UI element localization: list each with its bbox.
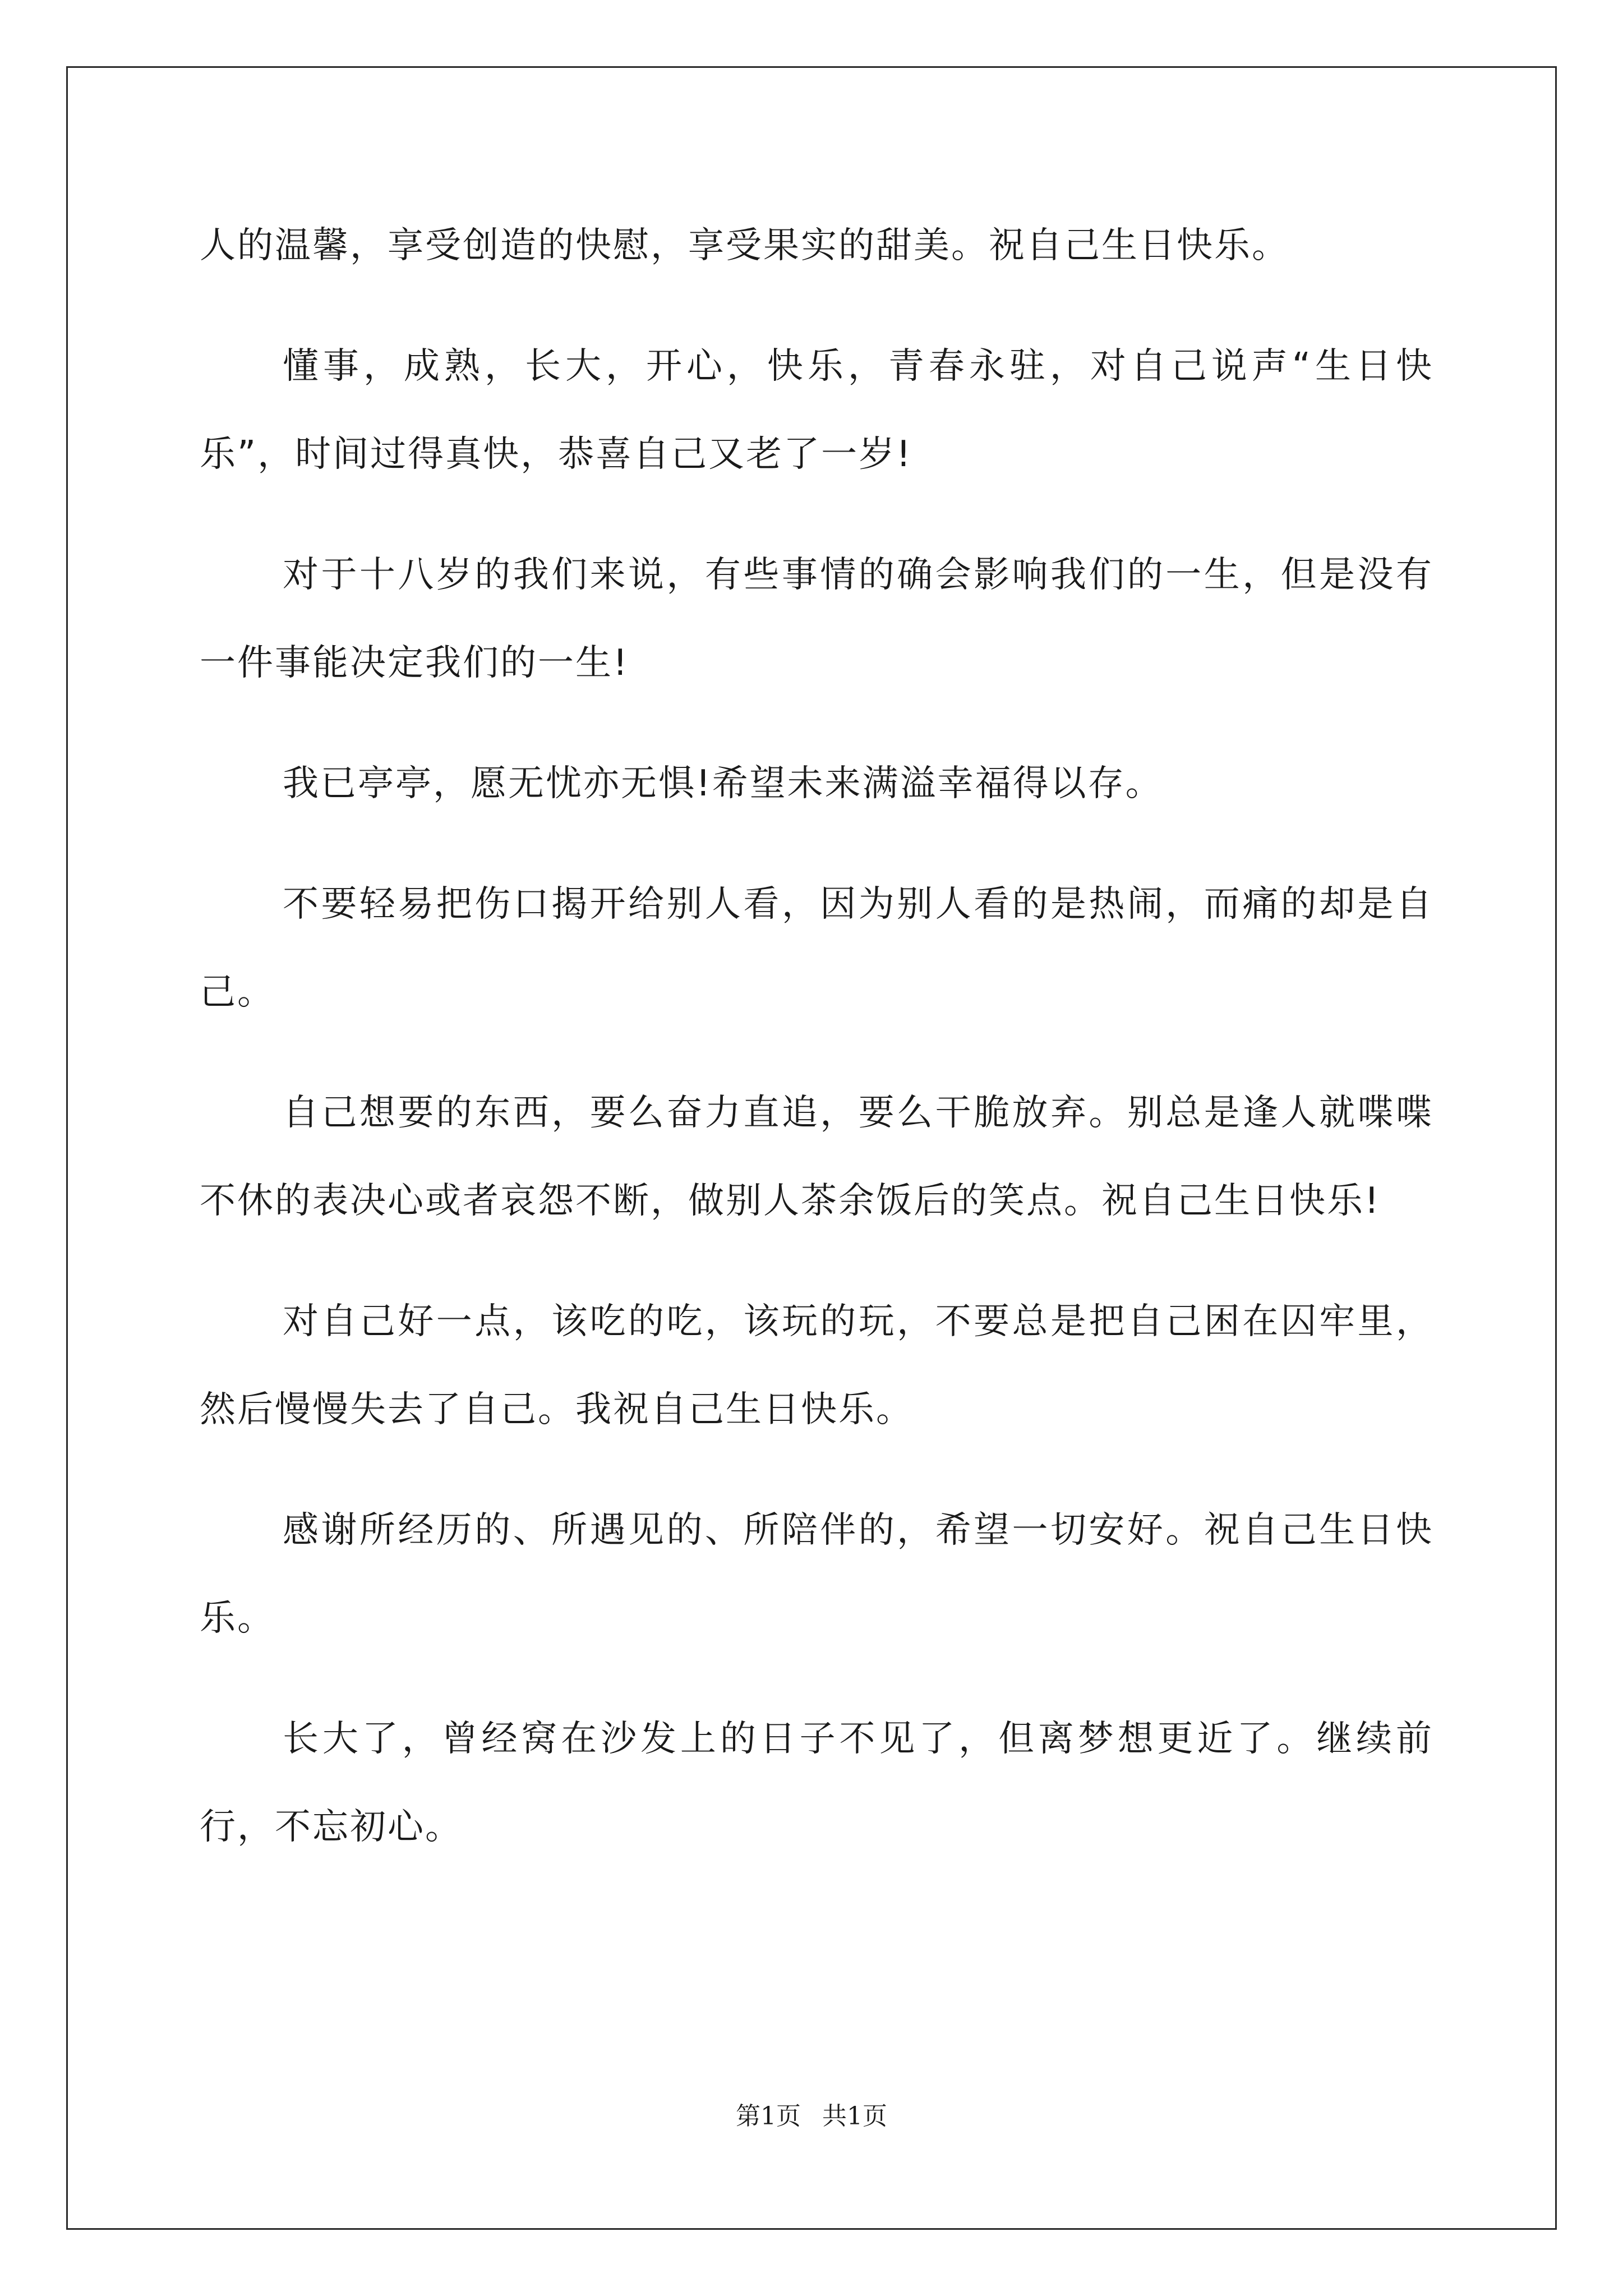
paragraph-4: 我已亭亭，愿无忧亦无惧!希望未来满溢幸福得以存。 bbox=[283, 763, 1163, 804]
paragraph-9: 长大了，曾经窝在沙发上的日子不见了，但离梦想更近了。继续前行，不忘初心。 bbox=[200, 1718, 1433, 1848]
paragraph-6: 自己想要的东西，要么奋力直追，要么干脆放弃。别总是逢人就喋喋不休的表决心或者哀怨不断，做别人茶余饭后的笑点。祝自己生日快乐! bbox=[200, 1092, 1433, 1222]
page-number-total: 共1页 bbox=[822, 2102, 887, 2131]
page-number-current: 第1页 bbox=[736, 2102, 801, 2131]
paragraph-2: 懂事，成熟，长大，开心，快乐，青春永驻，对自己说声“生日快乐”，时间过得真快，恭喜自己又老了一岁! bbox=[200, 346, 1433, 475]
paragraph-5: 不要轻易把伤口揭开给别人看，因为别人看的是热闹，而痛的却是自己。 bbox=[200, 884, 1433, 1013]
paragraph-7: 对自己好一点，该吃的吃，该玩的玩，不要总是把自己困在囚牢里，然后慢慢失去了自己。我祝自己生日快乐。 bbox=[200, 1301, 1433, 1430]
paragraph-8: 感谢所经历的、所遇见的、所陪伴的，希望一切安好。祝自己生日快乐。 bbox=[200, 1510, 1433, 1639]
paragraph-1: 人的温馨，享受创造的快慰，享受果实的甜美。祝自己生日快乐。 bbox=[200, 225, 1289, 266]
paragraph-3: 对于十八岁的我们来说，有些事情的确会影响我们的一生，但是没有一件事能决定我们的一生! bbox=[200, 554, 1433, 684]
document-body bbox=[200, 202, 1433, 1904]
page-footer bbox=[0, 2096, 1623, 2132]
